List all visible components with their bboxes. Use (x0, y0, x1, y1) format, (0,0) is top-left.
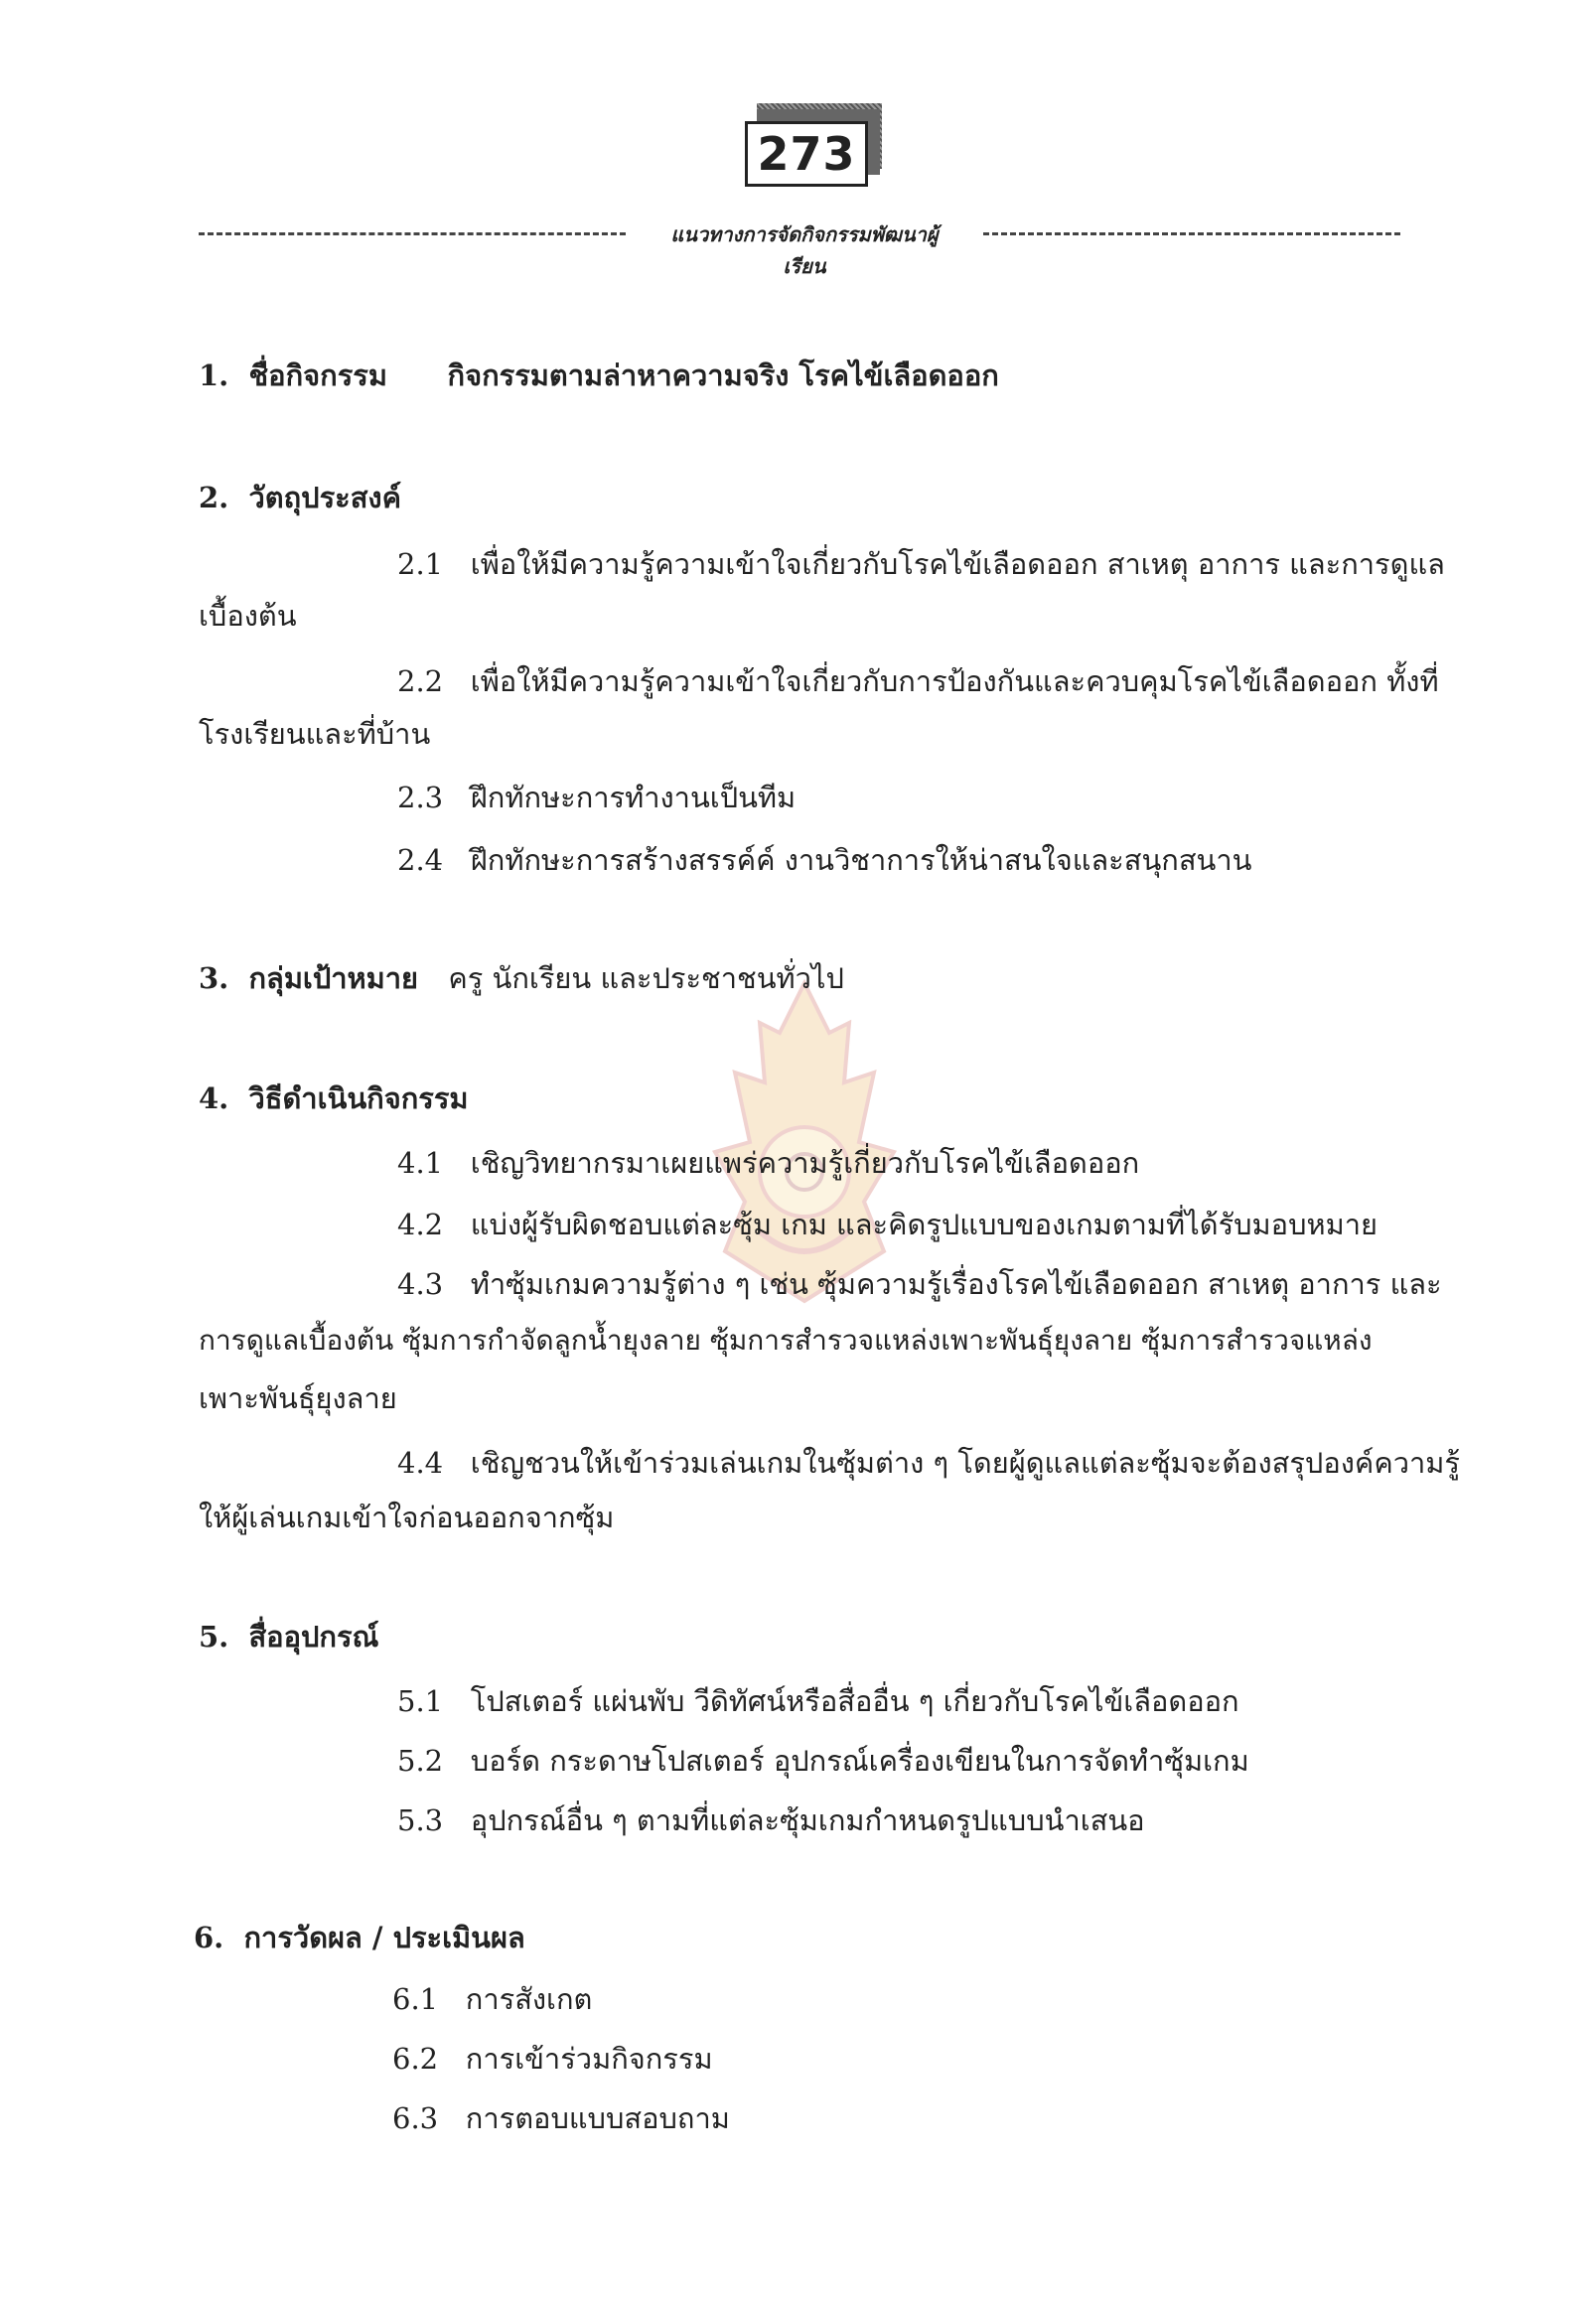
item-text: เชิญชวนให้เข้าร่วมเล่นเกมในซุ้มต่าง ๆ โดยผู้ดูแลแต่ละซุ้มจะต้องสรุปองค์ความรู้ (470, 1446, 1460, 1480)
section-6-heading (194, 1915, 525, 1960)
item-text: เชิญวิทยากรมาเผยแพร่ความรู้เกี่ยวกับโรคไข้เลือดออก (470, 1146, 1140, 1180)
page-number: 273 (745, 121, 868, 187)
header-divider-left (199, 232, 626, 235)
list-item-continuation: โรงเรียนและที่บ้าน (199, 717, 431, 751)
section-1-title: ชื่อกิจกรรม (248, 359, 387, 392)
item-number: 4.4 (397, 1446, 444, 1480)
section-1-number: 1. (199, 359, 229, 392)
section-2-number: 2. (199, 481, 229, 514)
list-item (397, 1261, 1442, 1307)
section-3-value: ครู นักเรียน และประชาชนทั่วไป (448, 961, 844, 995)
section-1-value: กิจกรรมตามล่าหาความจริง โรคไข้เลือดออก (447, 359, 999, 392)
item-number: 6.3 (392, 2101, 439, 2135)
item-number: 5.3 (397, 1803, 444, 1837)
header-divider-right (983, 232, 1400, 235)
section-2-heading (199, 475, 401, 520)
list-item (397, 1202, 1378, 1247)
item-number: 2.2 (397, 664, 444, 698)
section-5-number: 5. (199, 1620, 229, 1654)
item-text: การตอบแบบสอบถาม (465, 2101, 730, 2135)
section-4-title: วิธีดำเนินกิจกรรม (248, 1081, 469, 1115)
list-item (397, 658, 1439, 704)
list-item (392, 2036, 713, 2082)
list-item (397, 1440, 1460, 1486)
item-text: เพื่อให้มีความรู้ความเข้าใจเกี่ยวกับโรคไข้เลือดออก สาเหตุ อาการ และการดูแล (470, 547, 1445, 581)
item-number: 4.1 (397, 1146, 444, 1180)
item-number: 5.1 (397, 1684, 444, 1718)
list-item-continuation: เพาะพันธุ์ยุงลาย (199, 1381, 397, 1415)
list-item-continuation: ให้ผู้เล่นเกมเข้าใจก่อนออกจากซุ้ม (199, 1501, 615, 1534)
section-6-title: การวัดผล / ประเมินผล (243, 1921, 525, 1954)
running-title: แนวทางการจัดกิจกรรมพัฒนาผู้เรียน (670, 222, 939, 278)
section-3-heading (199, 955, 844, 1001)
section-1-heading (199, 353, 999, 398)
item-number: 2.4 (397, 843, 444, 877)
item-number: 6.1 (392, 1982, 439, 2016)
item-number: 4.3 (397, 1267, 444, 1301)
section-5-heading (199, 1614, 378, 1659)
item-text: บอร์ด กระดาษโปสเตอร์ อุปกรณ์เครื่องเขียนในการจัดทำซุ้มเกม (470, 1744, 1249, 1778)
item-text: ทำซุ้มเกมความรู้ต่าง ๆ เช่น ซุ้มความรู้เรื่องโรคไข้เลือดออก สาเหตุ อาการ และ (470, 1267, 1442, 1301)
item-number: 2.1 (397, 547, 444, 581)
list-item (397, 1678, 1239, 1724)
item-text: โปสเตอร์ แผ่นพับ วีดิทัศน์หรือสื่ออื่น ๆ เกี่ยวกับโรคไข้เลือดออก (470, 1684, 1239, 1718)
section-4-number: 4. (199, 1081, 229, 1115)
list-item (397, 1140, 1139, 1186)
list-item (397, 837, 1251, 883)
item-number: 6.2 (392, 2042, 439, 2076)
item-text: อุปกรณ์อื่น ๆ ตามที่แต่ละซุ้มเกมกำหนดรูปแบบนำเสนอ (470, 1803, 1145, 1837)
section-5-title: สื่ออุปกรณ์ (248, 1620, 379, 1654)
item-text: ฝึกทักษะการทำงานเป็นทีม (470, 781, 797, 814)
list-item (392, 2095, 730, 2141)
list-item (397, 541, 1445, 587)
item-number: 2.3 (397, 781, 444, 814)
list-item-continuation: การดูแลเบื้องต้น ซุ้มการกำจัดลูกน้ำยุงลาย ซุ้มการสำรวจแหล่งเพาะพันธุ์ยุงลาย ซุ้มการสำรวจแหล่ง (199, 1324, 1373, 1357)
item-number: 5.2 (397, 1744, 444, 1778)
section-4-heading (199, 1076, 469, 1121)
section-3-title: กลุ่มเป้าหมาย (248, 961, 419, 995)
list-item (392, 1976, 592, 2022)
item-text: ฝึกทักษะการสร้างสรรค์ค์ งานวิชาการให้น่าสนใจและสนุกสนาน (470, 843, 1252, 877)
list-item-continuation: เบื้องต้น (199, 599, 297, 633)
list-item (397, 1798, 1145, 1843)
section-3-number: 3. (199, 961, 229, 995)
list-item (397, 775, 796, 820)
item-number: 4.2 (397, 1208, 444, 1241)
item-text: การเข้าร่วมกิจกรรม (465, 2042, 713, 2076)
item-text: เพื่อให้มีความรู้ความเข้าใจเกี่ยวกับการป้องกันและควบคุมโรคไข้เลือดออก ทั้งที่ (470, 664, 1439, 698)
item-text: แบ่งผู้รับผิดชอบแต่ละซุ้ม เกม และคิดรูปแบบของเกมตามที่ได้รับมอบหมาย (470, 1208, 1378, 1241)
item-text: การสังเกต (465, 1982, 593, 2016)
section-2-title: วัตถุประสงค์ (248, 481, 401, 514)
list-item (397, 1738, 1249, 1784)
section-6-number: 6. (194, 1921, 224, 1954)
